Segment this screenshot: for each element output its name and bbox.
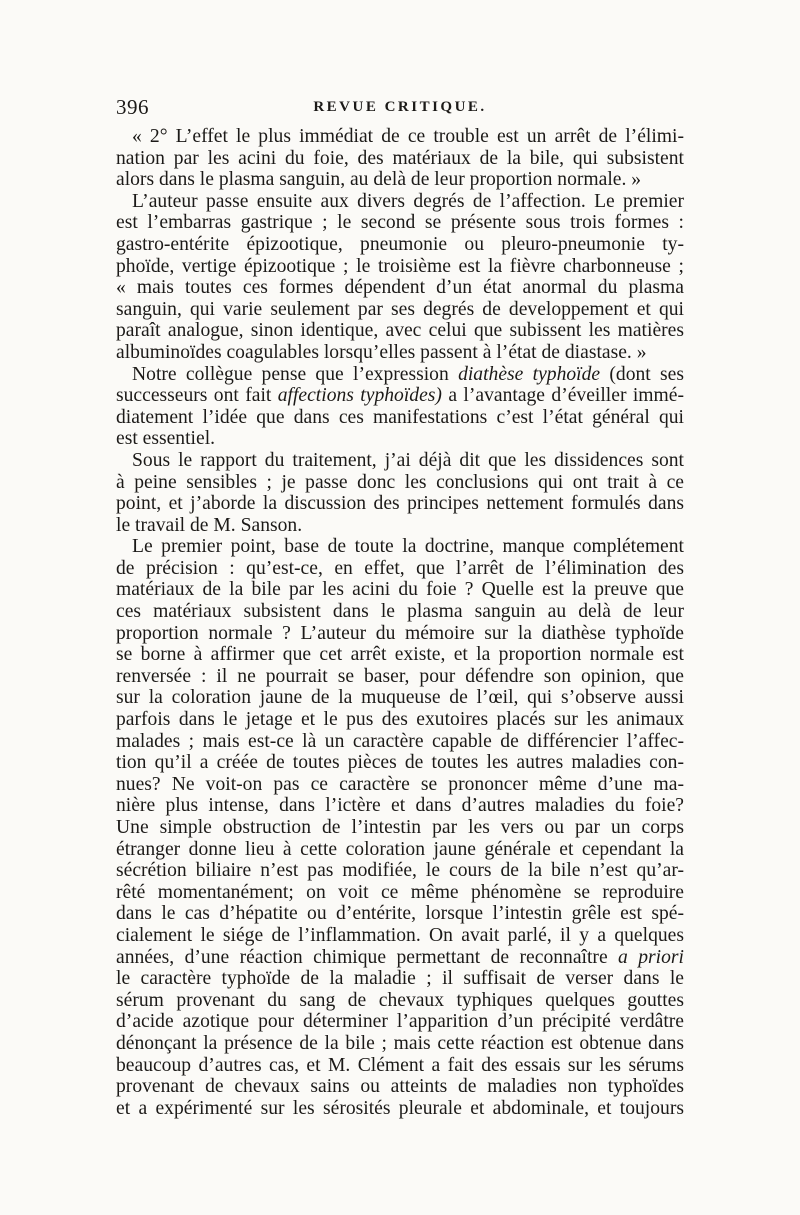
text-line: paraît analogue, sinon identique, avec celui que subissent les matières bbox=[116, 320, 684, 342]
text-line: et a expérimenté sur les sérosités pleurale et abdominale, et toujours bbox=[116, 1097, 684, 1119]
text-line: tion qu’il a créée de toutes pièces de toutes les autres maladies con- bbox=[116, 752, 684, 774]
italic-term: diathèse typhoïde bbox=[458, 363, 601, 385]
text-run: (dont ses bbox=[600, 363, 684, 385]
italic-term: affections typhoïdes) bbox=[277, 385, 442, 407]
text-line: est l’embarras gastrique ; le second se présente sous trois formes : bbox=[116, 212, 684, 234]
text-line: L’auteur passe ensuite aux divers degrés de l’affection. Le premier bbox=[132, 190, 684, 212]
text-line: « mais toutes ces formes dépendent d’un état anormal du plasma bbox=[116, 277, 684, 299]
paragraph bbox=[116, 364, 684, 450]
text-line: rêté momentanément; on voit ce même phénomène se reproduire bbox=[116, 881, 684, 903]
text-line: Une simple obstruction de l’intestin par les vers ou par un corps bbox=[116, 817, 684, 838]
text-line: nière plus intense, dans l’ictère et dans d’autres maladies du foie? bbox=[116, 795, 684, 817]
body-text bbox=[116, 126, 684, 1119]
running-title: REVUE CRITIQUE. bbox=[313, 99, 487, 115]
text-line: dans le cas d’hépatite ou d’entérite, lorsque l’intestin grêle est spé- bbox=[116, 903, 684, 925]
text-line: sanguin, qui varie seulement par ses degrés de developpement et qui bbox=[116, 298, 684, 320]
text-line: Sous le rapport du traitement, j’ai déjà dit que les dissidences sont bbox=[132, 449, 684, 471]
italic-term: a priori bbox=[618, 946, 684, 968]
text-line: sécrétion biliaire n’est pas modifiée, le cours de la bile n’est qu’ar- bbox=[116, 860, 684, 882]
paragraph bbox=[116, 191, 684, 364]
text-line: est essentiel. bbox=[116, 428, 216, 450]
text-line: dénonçant la présence de la bile ; mais cette réaction est obtenue dans bbox=[116, 1032, 684, 1054]
text-line: « 2° L’effet le plus immédiat de ce trouble est un arrêt de l’élimi- bbox=[132, 126, 684, 147]
text-line: phoïde, vertige épizootique ; le troisième est la fièvre charbonneuse ; bbox=[116, 255, 684, 277]
text-line bbox=[116, 385, 684, 407]
text-line: diatement l’idée que dans ces manifestations c’est l’état général qui bbox=[116, 406, 684, 428]
text-line bbox=[116, 947, 684, 969]
text-line: d’acide azotique pour déterminer l’apparition d’un précipité verdâtre bbox=[116, 1011, 684, 1033]
text-line: le travail de M. Sanson. bbox=[116, 514, 303, 536]
text-line bbox=[116, 364, 684, 386]
text-line: Le premier point, base de toute la doctrine, manque complétement bbox=[132, 536, 684, 558]
text-line: alors dans le plasma sanguin, au delà de leur proportion normale. » bbox=[116, 169, 642, 191]
text-run: années, d’une réaction chimique permettant de reconnaître bbox=[116, 946, 619, 968]
page-number: 396 bbox=[116, 95, 149, 119]
paragraph bbox=[116, 126, 684, 191]
text-line: se borne à affirmer que cet arrêt existe, et la proportion normale est bbox=[116, 644, 684, 666]
text-line: ces matériaux subsistent dans le plasma sanguin au delà de leur bbox=[116, 601, 684, 623]
text-line: parfois dans le jetage et le pus des exutoires placés sur les animaux bbox=[116, 709, 684, 731]
text-line: cialement le siége de l’inflammation. On avait parlé, il y a quelques bbox=[116, 924, 684, 946]
paragraph bbox=[116, 536, 684, 1119]
text-line: à peine sensibles ; je passe donc les conclusions qui ont trait à ce bbox=[116, 471, 684, 493]
text-run: successeurs ont fait bbox=[116, 385, 278, 407]
text-run: a l’avantage d’éveiller immé- bbox=[441, 385, 685, 407]
text-line: albuminoïdes coagulables lorsqu’elles passent à l’état de diastase. » bbox=[116, 341, 647, 363]
text-line: gastro-entérite épizootique, pneumonie ou pleuro-pneumonie ty- bbox=[116, 233, 684, 255]
text-line: nues? Ne voit-on pas ce caractère se prononcer même d’une ma- bbox=[116, 773, 684, 795]
text-line: nation par les acini du foie, des matériaux de la bile, qui subsistent bbox=[116, 147, 684, 169]
text-line: point, et j’aborde la discussion des principes nettement formulés dans bbox=[116, 493, 684, 515]
text-line: provenant de chevaux sains ou atteints de maladies non typhoïdes bbox=[116, 1076, 684, 1098]
text-line: étranger donne lieu à cette coloration jaune générale et cependant la bbox=[116, 838, 684, 860]
text-line: de précision : qu’est-ce, en effet, que l’arrêt de l’élimination des bbox=[116, 557, 684, 579]
text-line: malades ; mais est-ce là un caractère capable de différencier l’affec- bbox=[116, 730, 684, 752]
text-line: le caractère typhoïde de la maladie ; il suffisait de verser dans le bbox=[116, 968, 684, 990]
paragraph bbox=[116, 450, 684, 536]
text-line: matériaux de la bile par les acini du foie ? Quelle est la preuve que bbox=[116, 579, 684, 601]
text-line: beaucoup d’autres cas, et M. Clément a fait des essais sur les sérums bbox=[116, 1054, 684, 1076]
text-line: sur la coloration jaune de la muqueuse de l’œil, qui s’observe aussi bbox=[116, 687, 684, 709]
text-line: renversée : il ne pourrait se baser, pour défendre son opinion, que bbox=[116, 665, 684, 687]
text-run: Notre collègue pense que l’expression bbox=[132, 363, 459, 385]
text-line: proportion normale ? L’auteur du mémoire sur la diathèse typhoïde bbox=[116, 622, 684, 644]
text-line: sérum provenant du sang de chevaux typhiques quelques gouttes bbox=[116, 989, 684, 1011]
